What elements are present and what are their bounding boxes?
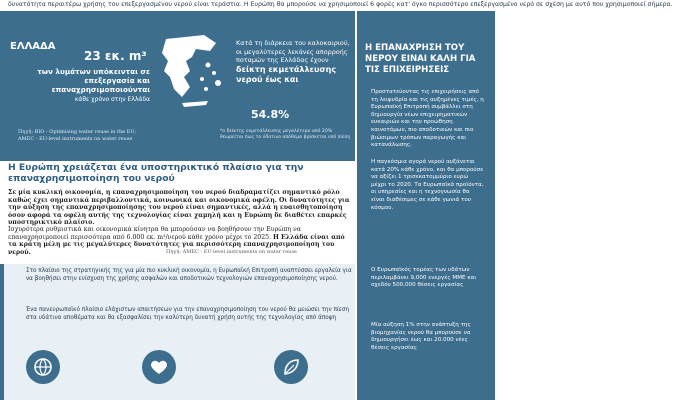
greece-panel xyxy=(0,11,355,161)
greece-note: *ο δείκτης εκμετάλλευσης μεγαλύτερο από 20% θεωρείται πως το ύδατινο απόθεμα βρίσκεται υπό πίεση xyxy=(220,129,351,140)
framework-text-2: Ένα πανευρωπαϊκό πλαίσιο ελάχιστων απαιτήσεων για την επαναχρησιμοποίηση του νερού θα μειώσει την πίεση στα υδάτινα αποθέματα και θα εξασφαλίσει την καλύτερη δυνατή χρήση αυτής της τεχνολογίας από άποψη xyxy=(26,307,350,321)
greece-source-2: AMEC - EU-level instruments on water reuse xyxy=(18,136,133,142)
sidebar-title: Η ΕΠΑΝΑΧΡΗΣΗ ΤΟΥ ΝΕΡΟΥ ΕΙΝΑΙ ΚΑΛΗ ΓΙΑ ΤΙΣ ΕΠΙΧΕΙΡΗΣΕΙΣ xyxy=(365,43,476,75)
greece-right-text: Κατά τη διάρκεια του καλοκαιριού, οι μεγαλύτερες λεκάνες απορροής ποταμών της Ελλάδας έχουν xyxy=(236,39,350,65)
body-paragraph-1: Σε μία κυκλική οικονομία, η επαναχρησιμοποίηση του νερού διαδραματίζει σημαντικό ρόλο καθώς έχει σημαντικά περιβαλλοντικά, κοινωνικά και οικονομικά οφέλη. Οι δυνατότητες για την αύξηση της επαναχρησιμοποίησης του νερού είναι σημαντικές, αλλά η ευαισθητοποίηση όσον αφορά τα οφέλη αυτής της τεχνολογίας είναι χαμηλή και η Ευρώπη δε διαθέτει επαρκές υποστηρικτικό πλαίσιο. xyxy=(8,189,350,227)
sidebar-paragraph-1: Προστατεύοντας τις επιχειρήσεις από τη λειψυδρία και τις αυξημένες τιμές, η Ευρωπαϊκή Επιτροπή συμβάλλει στη δημιουργία νέων επιχειρηματικών ευκαιριών και την προώθηση καινοτόμων, πιο αποδοτικών και πιο βιώσιμων τρόπων παραγωγής και κατανάλωσης. xyxy=(371,89,484,149)
globe-icon xyxy=(26,350,60,384)
heart-icon xyxy=(142,350,176,384)
greece-map-icon xyxy=(156,31,226,111)
greece-right-highlight: δείκτη εκμετάλλευσης νερού έως και xyxy=(236,64,337,84)
intro-line: δυνατότητα περαιτέρω χρήσης του επεξεργασμένου νερού είναι τεράστια. Η Ευρώπη θα μπορούσε να χρησιμοποιεί 6 φορές κατ' όγκο περισσότερο επεξεργασμένο νερό σε σχέση με αυτό που χρησιμοποιεί σήμερα. xyxy=(8,1,673,8)
sidebar-paragraph-3: Ο Ευρωπαϊκός τομέας των υδάτων περιλαμβάνει 9,000 ενεργές ΜΜΕ και σχεδόν 500,000 θέσεις εργασίας xyxy=(371,267,477,289)
business-sidebar xyxy=(357,11,495,400)
body-paragraph-2-text: Ισχυρότερα ρυθμιστικά και οικονομικά κίνητρα θα μπορούσαν να βοηθήσουν την Ευρώπη να επαναχρησιμοποιεί περισσότερα από 6.000 εκ. m³/νερού κάθε χρόνο μέχρι το 2025. xyxy=(8,226,301,241)
sidebar-paragraph-2: Η παγκόσμια αγορά νερού αυξάνεται κατά 20% κάθε χρόνο, και θα μπορούσε να αξίζει 1 τρισεκατομμύριο ευρώ μέχρι το 2020. Τα Ευρωπαϊκά προϊόντα, οι υπηρεσίες και η τεχνογνωσία θα είναι διαθέσιμες σε κάθε γωνιά του κόσμου. xyxy=(371,159,484,211)
body-source: Πηγή: AMEC - EU-level instruments on water reuse xyxy=(166,249,297,255)
body-paragraph-2-bold: Η Ελλάδα είναι από τα κράτη μέλη με τις μεγαλύτερες δυνατότητες για περισσότερη επαναχρησιμοποίηση του νερού. xyxy=(8,233,345,256)
framework-text-1: Στο πλαίσιο της στρατηγικής της για μία πιο κυκλική οικονομία, η Ευρωπαϊκή Επιτροπή αναπτύσσει εργαλεία για να βοηθήσει στην ενίσχυση της χρήσης ασφαλών και αποδοτικών τεχνολογιών επαναχρησιμοποίησης νερού. xyxy=(26,268,352,282)
greece-percentage: 54.8% xyxy=(251,108,290,121)
greece-volume-description xyxy=(20,67,150,104)
greece-label: ΕΛΛΑΔΑ xyxy=(10,41,56,52)
greece-source-1: Πηγή: BIO - Optimising water reuse in the EU; xyxy=(18,129,137,135)
sidebar-paragraph-4: Μία αύξηση 1% στην ανάπτυξη της βιομηχανίας νερού θα μπορούσε να δημιουργήσει έως και 20.000 νέες θέσεις εργασίας xyxy=(371,322,471,351)
greece-river-text xyxy=(236,39,352,85)
framework-box xyxy=(0,264,355,400)
greece-volume: 23 εκ. m³ xyxy=(84,49,147,63)
greece-desc-small: κάθε χρόνο στην Ελλάδα xyxy=(74,96,150,103)
leaf-icon xyxy=(274,350,308,384)
greece-desc-main: των λυμάτων υπόκεινται σε επεξεργασία και επαναχρησιμοποιούνται xyxy=(37,67,150,94)
greece-source xyxy=(18,129,208,143)
section-heading: Η Ευρώπη χρειάζεται ένα υποστηρικτικό πλαίσιο για την επαναχρησιμοποίηση του νερού xyxy=(8,162,304,184)
